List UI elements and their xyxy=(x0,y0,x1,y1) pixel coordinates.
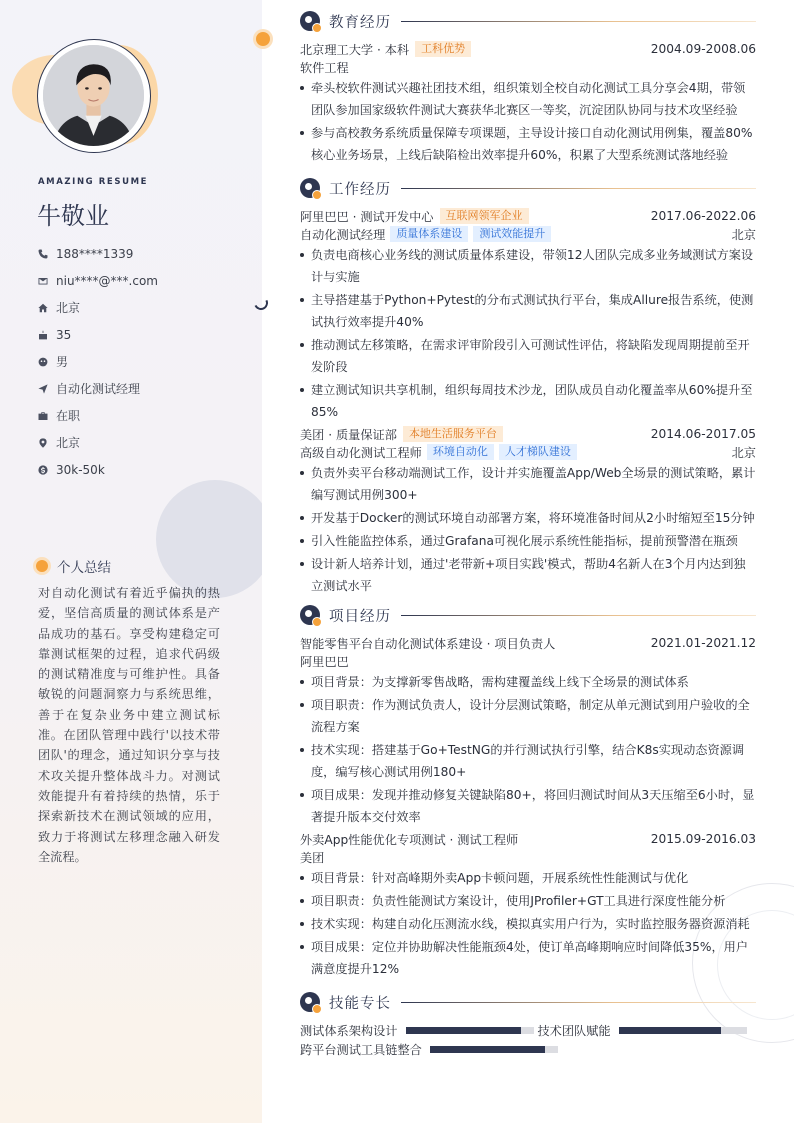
school-badge: 工科优势 xyxy=(415,41,471,57)
section-icon xyxy=(300,11,320,31)
list-item: 设计新人培养计划，通过'老带新+项目实践'模式，帮助4名新人在3个月内达到独立测试水平 xyxy=(300,553,756,597)
projects-section xyxy=(300,604,756,980)
send-icon xyxy=(38,384,56,394)
list-item: 引入性能监控体系，通过Grafana可视化展示系统性能指标，提前预警潜在瓶颈 xyxy=(300,530,756,552)
skill-fill xyxy=(619,1027,721,1034)
project-bullets xyxy=(300,867,756,980)
summary-dot-icon xyxy=(36,560,48,572)
list-item: 主导搭建基于Python+Pytest的分布式测试执行平台，集成Allure报告系统，使测试执行效率提升40% xyxy=(300,289,756,333)
education-entry xyxy=(300,40,756,166)
skills-list xyxy=(300,1021,756,1059)
phone-text: 188****1339 xyxy=(56,246,134,261)
location-text: 北京 xyxy=(56,436,81,450)
list-item: 项目职责：负责性能测试方案设计，使用JProfiler+GT工具进行深度性能分析 xyxy=(300,890,756,912)
list-item: 推动测试左移策略，在需求评审阶段引入可测试性评估，将缺陷发现周期提前至开发阶段 xyxy=(300,334,756,378)
project-name: 智能零售平台自动化测试体系建设 · 项目负责人 xyxy=(300,636,556,651)
education-title: 教育经历 xyxy=(329,14,391,31)
job-status-text: 在职 xyxy=(56,409,81,423)
list-item: 建立测试知识共享机制，组织每周技术沙龙，团队成员自动化覆盖率从60%提升至85% xyxy=(300,379,756,423)
info-home xyxy=(38,294,253,321)
list-item: 项目成果：发现并推动修复关键缺陷80+，将回归测试时间从3天压缩至6小时，显著提升版本交付效率 xyxy=(300,784,756,828)
info-location xyxy=(38,429,253,456)
job-period: 2017.06-2022.06 xyxy=(650,209,756,223)
work-title: 工作经历 xyxy=(329,181,391,198)
skill-item xyxy=(300,1041,558,1058)
job-tag: 环境自动化 xyxy=(427,444,494,460)
skill-bar xyxy=(619,1027,747,1034)
contact-info-list xyxy=(38,240,253,483)
profile-photo xyxy=(43,45,144,146)
list-item: 项目背景：针对高峰期外卖App卡顿问题，开展系统性性能测试与优化 xyxy=(300,867,756,889)
job-role: 高级自动化测试工程师 xyxy=(300,445,422,460)
info-phone xyxy=(38,240,253,267)
education-entry-top xyxy=(300,40,756,58)
list-item: 开发基于Docker的测试环境自动部署方案，将环境准备时间从2小时缩短至15分钟 xyxy=(300,507,756,529)
project-period: 2015.09-2016.03 xyxy=(650,832,756,846)
section-icon xyxy=(300,992,320,1012)
section-divider xyxy=(401,21,756,22)
education-bullets xyxy=(300,77,756,166)
company-name: 美团 · 质量保证部 xyxy=(300,427,397,442)
info-status xyxy=(38,402,253,429)
decorative-circle xyxy=(156,480,262,598)
list-item: 项目成果：定位并协助解决性能瓶颈4处，使订单高峰期响应时间降低35%，用户满意度提升12% xyxy=(300,936,756,980)
gender-text: 男 xyxy=(56,355,69,369)
cake-icon xyxy=(38,330,56,340)
skills-title: 技能专长 xyxy=(329,995,391,1012)
skill-fill xyxy=(406,1027,521,1034)
job-tag: 质量体系建设 xyxy=(390,226,468,242)
job-bullets xyxy=(300,244,756,423)
list-item: 负责外卖平台移动端测试工作，设计并实施覆盖App/Web全场景的测试策略，累计编写测试用例300+ xyxy=(300,462,756,506)
major-name: 软件工程 xyxy=(300,60,349,75)
job-bullets xyxy=(300,462,756,597)
section-divider xyxy=(401,1002,756,1003)
hometown-text: 北京 xyxy=(56,301,81,315)
resume-tagline: AMAZING RESUME xyxy=(38,177,149,187)
job-entry xyxy=(300,425,756,597)
project-entry-top xyxy=(300,634,756,652)
company-name: 阿里巴巴 · 测试开发中心 xyxy=(300,209,434,224)
skill-name: 跨平台测试工具链整合 xyxy=(300,1043,422,1057)
job-role-row xyxy=(300,225,756,243)
education-period: 2004.09-2008.06 xyxy=(650,42,756,56)
skill-name: 测试体系架构设计 xyxy=(300,1024,398,1038)
list-item: 负责电商核心业务线的测试质量体系建设，带领12人团队完成多业务域测试方案设计与实施 xyxy=(300,244,756,288)
project-entry xyxy=(300,830,756,980)
job-role: 自动化测试经理 xyxy=(300,227,386,242)
info-age xyxy=(38,321,253,348)
email-text: niu****@***.com xyxy=(56,273,158,288)
section-icon xyxy=(300,178,320,198)
job-entry xyxy=(300,207,756,423)
info-position xyxy=(38,375,253,402)
phone-icon xyxy=(38,249,56,259)
education-header xyxy=(300,10,756,32)
work-header xyxy=(300,177,756,199)
list-item: 技术实现：搭建基于Go+TestNG的并行测试执行引擎，结合K8s实现动态资源调度，编写核心测试用例180+ xyxy=(300,739,756,783)
candidate-name: 牛敬业 xyxy=(37,202,109,230)
list-item: 牵头校软件测试兴趣社团技术组，组织策划全校自动化测试工具分享会4期，带领团队参加国家级软件测试大赛获华北赛区一等奖，沉淀团队协同与技术攻坚经验 xyxy=(300,77,756,121)
age-text: 35 xyxy=(56,327,72,342)
skill-item xyxy=(538,1022,747,1039)
skill-bar xyxy=(406,1027,534,1034)
list-item: 项目背景：为支撑新零售战略，需构建覆盖线上线下全场景的测试体系 xyxy=(300,671,756,693)
project-entry xyxy=(300,634,756,828)
job-period: 2014.06-2017.05 xyxy=(650,427,756,441)
sidebar xyxy=(0,0,262,1123)
job-city: 北京 xyxy=(731,445,756,460)
summary-header xyxy=(36,556,111,576)
skills-row xyxy=(300,1021,756,1040)
gender-icon xyxy=(38,357,56,367)
info-gender xyxy=(38,348,253,375)
decorative-dot xyxy=(256,32,270,46)
project-name: 外卖App性能优化专项测试 · 测试工程师 xyxy=(300,832,519,847)
salary-icon xyxy=(38,465,56,475)
avatar xyxy=(37,39,151,153)
summary-text: 对自动化测试有着近乎偏执的热爱，坚信高质量的测试体系是产品成功的基石。享受构建稳定可靠测试框架的过程，追求代码级的测试精准度与可维护性。具备敏锐的问题洞察力与系统思维，善于在复杂业务中建立测试标准。在团队管理中践行'以技术带团队'的理念，通过知识分享与技术攻关提升整体战斗力。对测试效能提升有着持续的热情，乐于探索新技术在测试领域的应用，致力于将测试左移理念融入研发全流程。 xyxy=(38,586,220,864)
skills-row xyxy=(300,1040,756,1059)
project-org: 美团 xyxy=(300,850,325,865)
skill-name: 技术团队赋能 xyxy=(537,1024,611,1038)
job-tag: 测试效能提升 xyxy=(473,226,551,242)
skills-section xyxy=(300,991,756,1059)
list-item: 参与高校教务系统质量保障专项课题，主导设计接口自动化测试用例集，覆盖80%核心业务场景，上线后缺陷检出效率提升60%，积累了大型系统测试落地经验 xyxy=(300,122,756,166)
job-entry-top xyxy=(300,425,756,443)
summary-title: 个人总结 xyxy=(57,560,111,576)
skills-header xyxy=(300,991,756,1013)
project-entry-top xyxy=(300,830,756,848)
list-item: 项目职责：作为测试负责人，设计分层测试策略，制定从单元测试到用户验收的全流程方案 xyxy=(300,694,756,738)
section-divider xyxy=(401,615,756,616)
job-entry-top xyxy=(300,207,756,225)
main-content xyxy=(262,0,794,1123)
education-section xyxy=(300,10,756,166)
work-section xyxy=(300,177,756,597)
section-divider xyxy=(401,188,756,189)
job-role-row xyxy=(300,443,756,461)
projects-header xyxy=(300,604,756,626)
home-icon xyxy=(38,303,56,313)
target-position-text: 自动化测试经理 xyxy=(56,382,141,396)
company-badge: 本地生活服务平台 xyxy=(403,426,503,442)
project-bullets xyxy=(300,671,756,828)
briefcase-icon xyxy=(38,411,56,421)
project-period: 2021.01-2021.12 xyxy=(650,636,756,650)
info-salary xyxy=(38,456,253,483)
skill-item xyxy=(300,1022,534,1039)
project-org: 阿里巴巴 xyxy=(300,654,349,669)
list-item: 技术实现：构建自动化压测流水线，模拟真实用户行为，实时监控服务器资源消耗 xyxy=(300,913,756,935)
projects-title: 项目经历 xyxy=(329,608,391,625)
job-tag: 人才梯队建设 xyxy=(499,444,577,460)
location-icon xyxy=(38,438,56,448)
info-email xyxy=(38,267,253,294)
section-icon xyxy=(300,605,320,625)
skill-bar xyxy=(430,1046,558,1053)
salary-text: 30k-50k xyxy=(56,462,105,477)
education-major-row xyxy=(300,58,756,76)
project-org-row xyxy=(300,652,756,670)
job-city: 北京 xyxy=(731,227,756,242)
company-badge: 互联网领军企业 xyxy=(440,208,529,224)
mail-icon xyxy=(38,276,56,286)
skill-fill xyxy=(430,1046,545,1053)
project-org-row xyxy=(300,848,756,866)
school-name: 北京理工大学 · 本科 xyxy=(300,42,410,57)
person-photo-icon xyxy=(43,45,144,146)
